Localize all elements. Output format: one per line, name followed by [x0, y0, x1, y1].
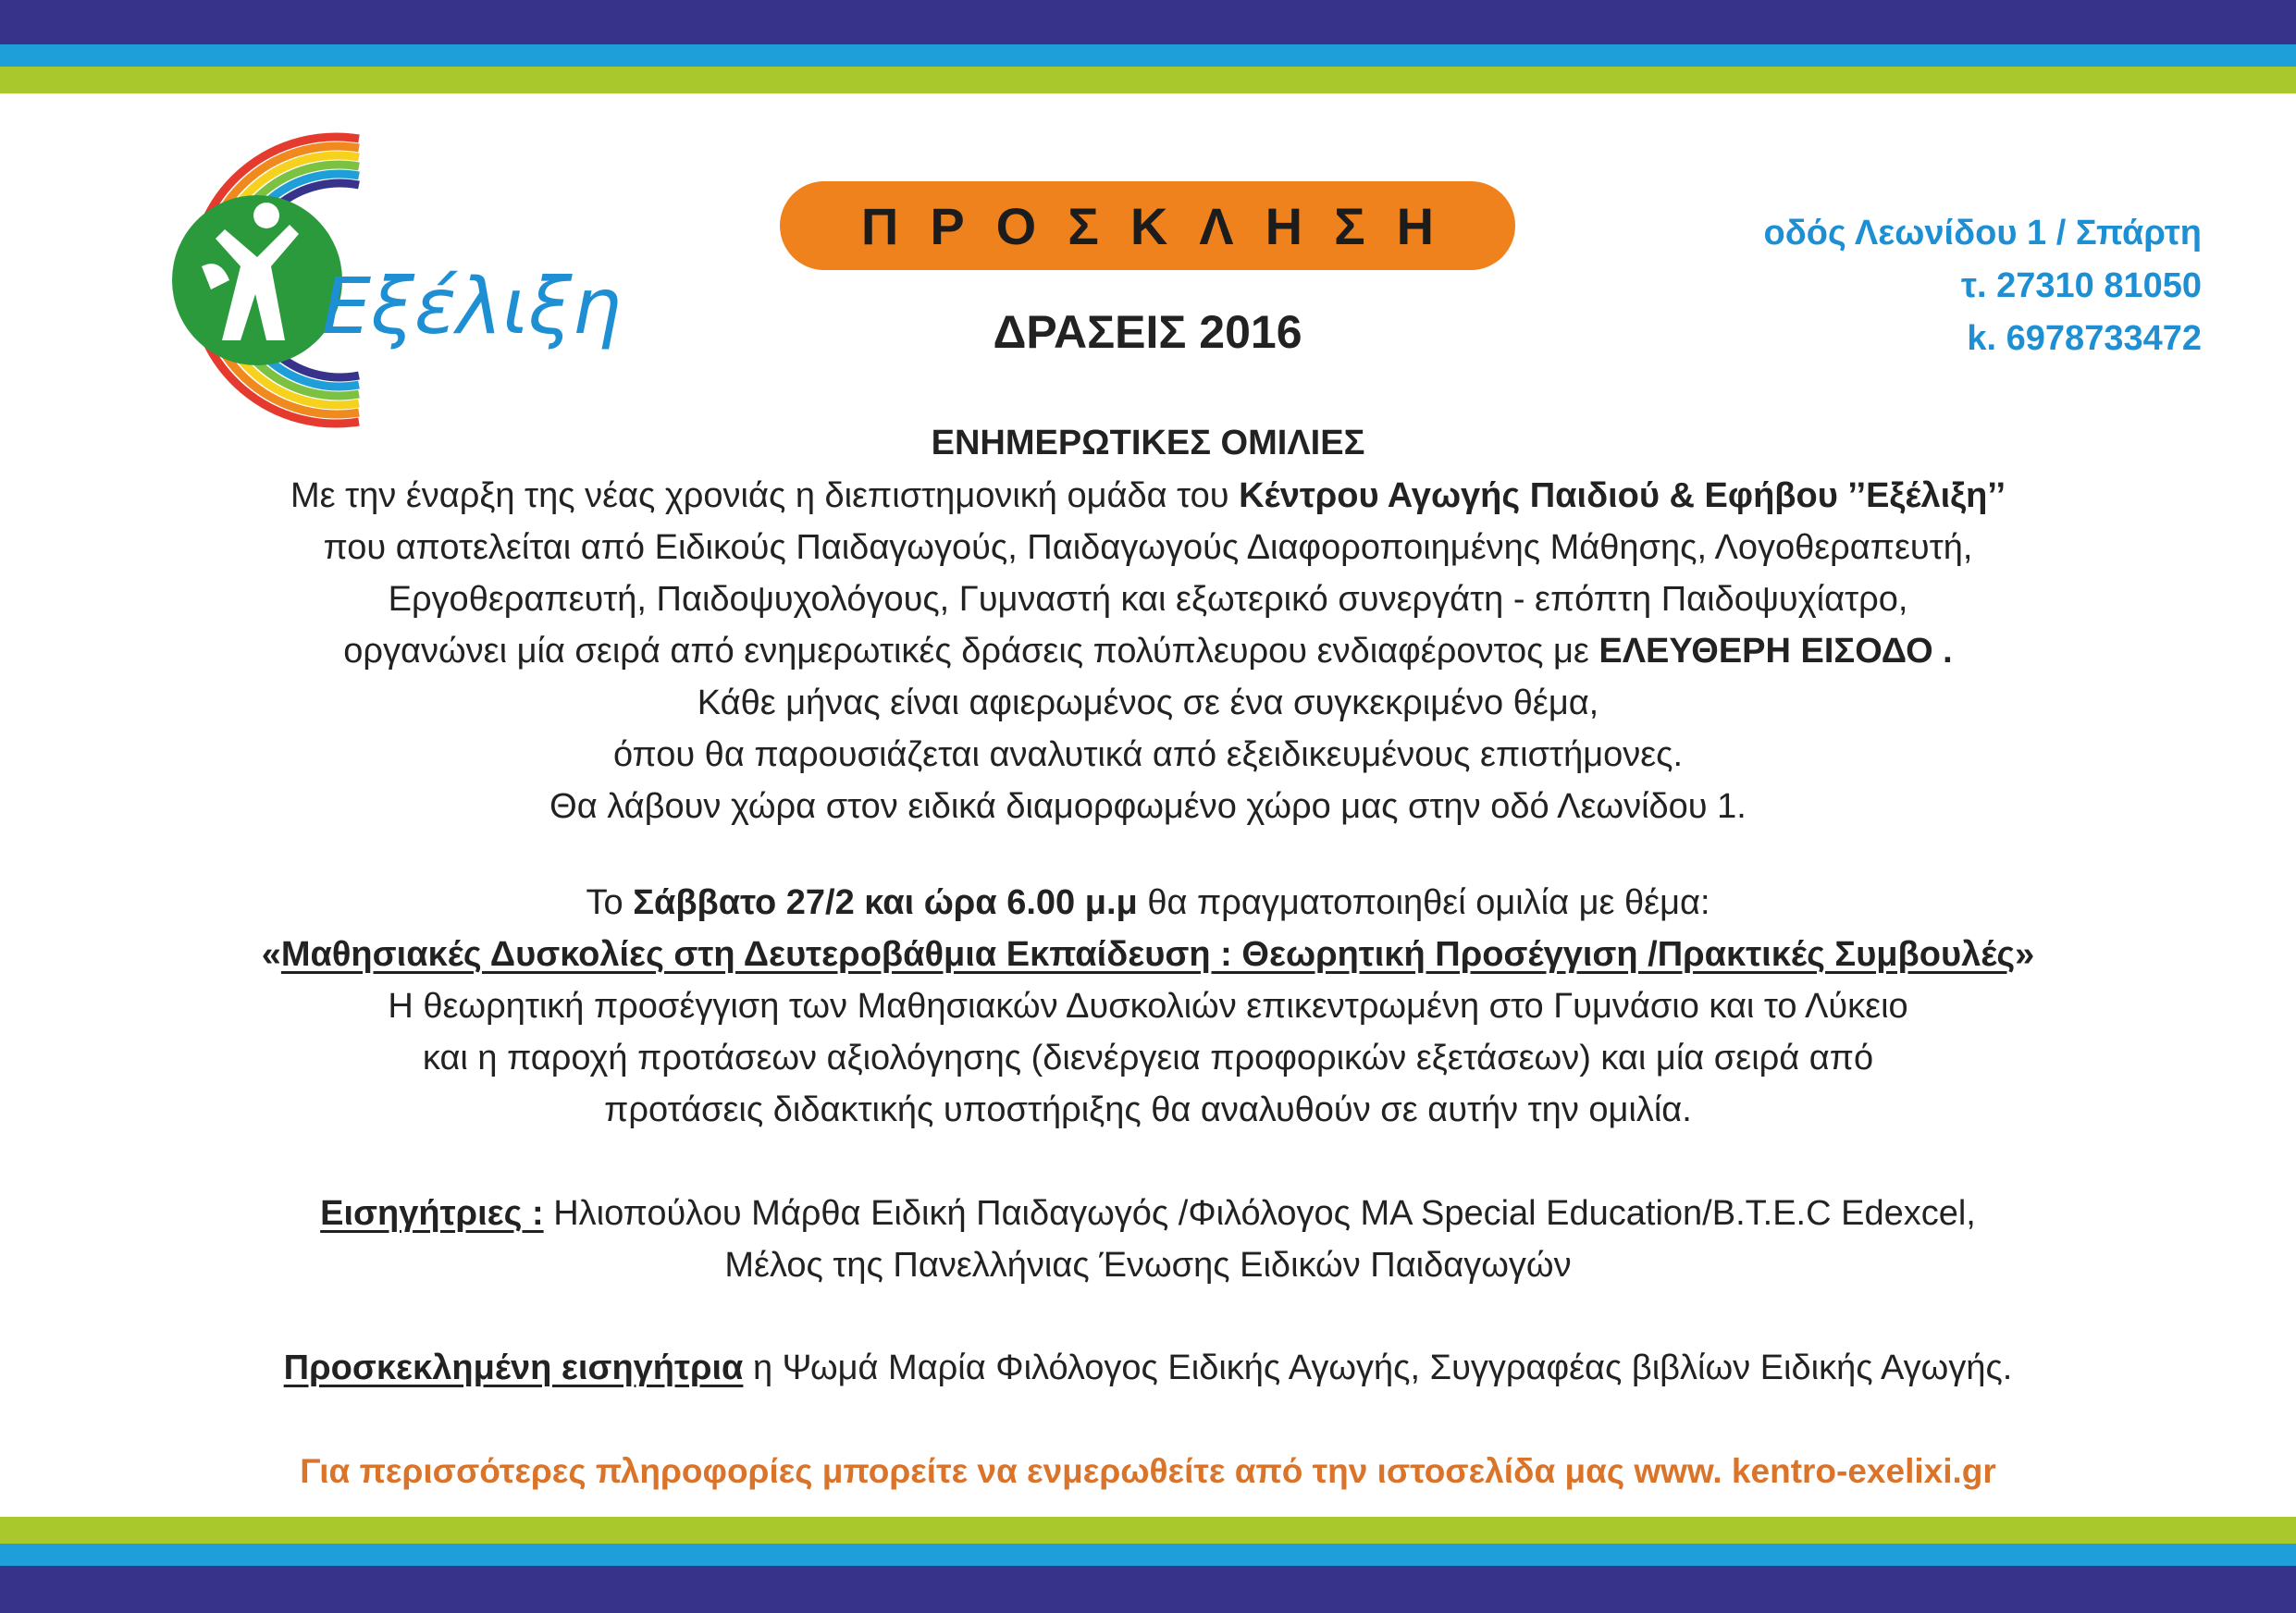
intro-line-5: Κάθε μήνας είναι αφιερωμένος σε ένα συγκεκριμένο θέμα,: [697, 683, 1599, 722]
intro-line-4: [0, 625, 2296, 677]
event-desc-3: προτάσεις διδακτικής υποστήριξης θα αναλυθούν σε αυτήν την ομιλία.: [604, 1090, 1692, 1129]
logo-wordmark: Εξέλιξη: [322, 261, 622, 351]
speakers-text: Ηλιοπούλου Μάρθα Ειδική Παιδαγωγός /Φιλόλογος MA Special Education/B.T.E.C Edexcel,: [543, 1194, 1976, 1233]
top-stripe-blue: [0, 44, 2296, 67]
contact-mobile: k. 6978733472: [1967, 319, 2202, 358]
quote-close: »: [2015, 935, 2035, 974]
top-stripe-green: [0, 67, 2296, 93]
website-info: Για περισσότερες πληροφορίες μπορείτε να ενμερωθείτε από την ιστοσελίδα μας www. kentro-exelixi.gr: [300, 1452, 1996, 1490]
event-desc-2: και η παροχή προτάσεων αξιολόγησης (διενέργεια προφορικών εξετάσεων) και μία σειρά από: [422, 1039, 1874, 1077]
quote-open: «: [261, 935, 281, 974]
contact-phone: τ. 27310 81050: [1961, 266, 2202, 305]
free-entry: ΕΛΕΥΘΕΡΗ ΕΙΣΟΔΟ .: [1599, 632, 1953, 671]
speakers-line-2: Μέλος της Πανελλήνιας Ένωσης Ειδικών Παιδαγωγών: [724, 1246, 1572, 1285]
rainbow-c-logo-icon: [118, 128, 655, 433]
page-title: ΔΡΑΣΕΙΣ 2016: [993, 306, 1302, 358]
speakers-line-1: [0, 1188, 2296, 1239]
bottom-stripe-blue: [0, 1544, 2296, 1566]
center-name: Κέντρου Αγωγής Παιδιού & Εφήβου ’’Εξέλιξη’’: [1239, 476, 2006, 515]
speakers-label: Εισηγήτριες :: [320, 1194, 544, 1233]
event-topic: Μαθησιακές Δυσκολίες στη Δευτεροβάθμια Εκπαίδευση : Θεωρητική Προσέγγιση /Πρακτικές Συμβουλές: [280, 935, 2016, 974]
intro-line-7: Θα λάβουν χώρα στον ειδικά διαμορφωμένο χώρο μας στην οδό Λεωνίδου 1.: [549, 787, 1747, 826]
top-stripe-navy: [0, 0, 2296, 44]
intro-line-2: που αποτελείται από Ειδικούς Παιδαγωγούς, Παιδαγωγούς Διαφοροποιημένης Μάθησης, Λογοθεραπευτή,: [323, 528, 1973, 567]
invite-banner: ΠΡΟΣΚΛΗΣΗ: [780, 181, 1515, 270]
intro-paragraph: [0, 470, 2296, 832]
event-post: θα πραγματοποιηθεί ομιλία με θέμα:: [1137, 883, 1710, 922]
event-pre: Το: [586, 883, 634, 922]
intro-line-1: [0, 470, 2296, 522]
event-date-line: [0, 877, 2296, 929]
contact-address: οδός Λεωνίδου 1 / Σπάρτη: [1763, 214, 2202, 252]
event-topic-line: [0, 929, 2296, 980]
guest-label: Προσκεκλημένη εισηγήτρια: [283, 1348, 744, 1387]
logo: [118, 128, 655, 433]
intro-line-6: όπου θα παρουσιάζεται αναλυτικά από εξειδικευμένους επιστήμονες.: [612, 735, 1684, 774]
event-paragraph: [0, 877, 2296, 1136]
event-date: Σάββατο 27/2 και ώρα 6.00 μ.μ: [633, 883, 1138, 922]
intro-line-3: Εργοθεραπευτή, Παιδοψυχολόγους, Γυμναστή και εξωτερικό συνεργάτη - επόπτη Παιδοψυχίατρο,: [388, 580, 1908, 619]
bottom-stripe-navy: [0, 1566, 2296, 1613]
section-heading: ΕΝΗΜΕΡΩΤΙΚΕΣ ΟΜΙΛΙΕΣ: [931, 424, 1365, 462]
speakers-paragraph: [0, 1188, 2296, 1291]
intro-line-1-text: Με την έναρξη της νέας χρονιάς η διεπιστημονική ομάδα του: [290, 476, 1240, 515]
guest-speaker-line: [0, 1343, 2296, 1393]
intro-line-4-text: οργανώνει μία σειρά από ενημερωτικές δράσεις πολύπλευρου ενδιαφέροντος με: [343, 632, 1599, 671]
guest-text: η Ψωμά Μαρία Φιλόλογος Ειδικής Αγωγής, Συγγραφέας βιβλίων Ειδικής Αγωγής.: [743, 1348, 2013, 1387]
event-desc-1: Η θεωρητική προσέγγιση των Μαθησιακών Δυσκολιών επικεντρωμένη στο Γυμνάσιο και το Λύκειο: [388, 987, 1908, 1026]
bottom-stripe-green: [0, 1517, 2296, 1544]
contact-block: [1764, 207, 2202, 365]
